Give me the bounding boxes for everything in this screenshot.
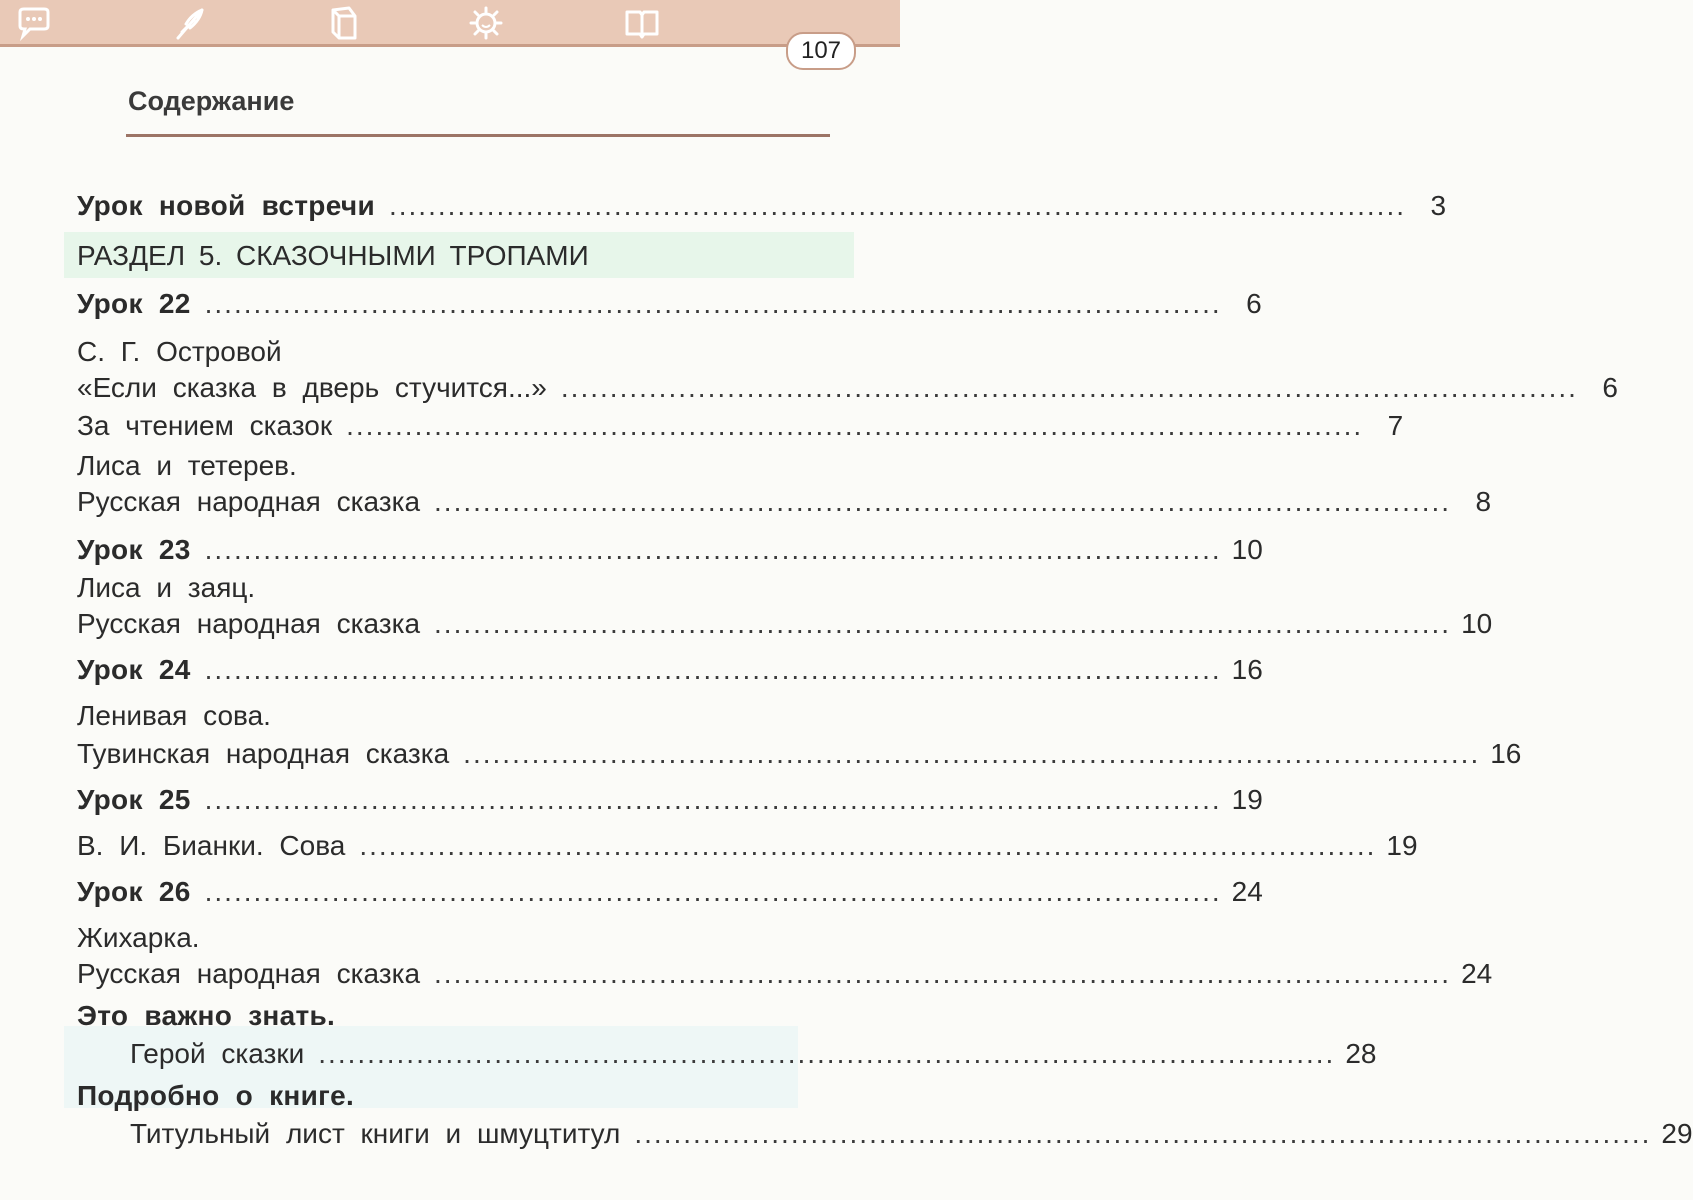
entry-title: «Если сказка в дверь стучится...» <box>77 372 547 403</box>
toc-entry-lesson-23[interactable] <box>77 530 1263 570</box>
entry-title: Урок 26 <box>77 876 191 907</box>
entry-subtitle: Тувинская народная сказка <box>77 738 450 769</box>
dot-leader: ........................................................................................................ <box>434 608 1452 639</box>
toc-entry-hero[interactable] <box>130 1034 1377 1074</box>
header-band <box>0 0 900 46</box>
header-band-edge <box>0 44 900 47</box>
toc-entry-story-title <box>77 696 830 736</box>
toc-entry-lesson-24[interactable] <box>77 650 1263 690</box>
toc-entry-story[interactable] <box>77 734 1522 774</box>
entry-subtitle: Русская народная сказка <box>77 958 421 989</box>
entry-page: 28 <box>1345 1038 1377 1069</box>
dot-leader: ........................................................................................................ <box>434 958 1452 989</box>
toc-entry-story[interactable] <box>77 954 1493 994</box>
entry-title: Герой сказки <box>130 1038 305 1069</box>
entry-title: Урок 24 <box>77 654 191 685</box>
toc-entry-story[interactable] <box>77 406 1404 446</box>
entry-subtitle: Русская народная сказка <box>77 608 421 639</box>
toc-entry-story-title <box>77 446 830 486</box>
dot-leader: ........................................................................................................ <box>204 654 1222 685</box>
dot-leader: ........................................................................................................ <box>318 1038 1336 1069</box>
entry-page: 24 <box>1461 958 1493 989</box>
entry-title: Это важно знать. <box>77 1000 336 1031</box>
entry-title: За чтением сказок <box>77 410 333 441</box>
entry-subtitle: Русская народная сказка <box>77 486 421 517</box>
entry-page: 8 <box>1475 486 1492 517</box>
book-icon <box>325 6 361 40</box>
speech-bubble-icon <box>16 6 52 40</box>
entry-page: 6 <box>1602 372 1618 403</box>
entry-title: Ленивая сова. <box>77 700 271 731</box>
entry-title: Урок новой встречи <box>77 190 375 221</box>
toc-entry-story[interactable] <box>77 368 1618 408</box>
entry-page: 16 <box>1231 654 1263 685</box>
toc-heading: Содержание <box>128 86 295 116</box>
dot-leader: ........................................................................................................ <box>204 534 1222 565</box>
dot-leader: ........................................................................................................ <box>204 288 1222 319</box>
dot-leader: ........................................................................................................ <box>388 190 1407 221</box>
toc-entry-story[interactable] <box>77 826 1418 866</box>
open-book-icon <box>624 6 660 40</box>
entry-page: 16 <box>1490 738 1522 769</box>
section-title: РАЗДЕЛ 5. СКАЗОЧНЫМИ ТРОПАМИ <box>77 240 589 271</box>
toc-entry-story[interactable] <box>77 604 1493 644</box>
toc-entry-story[interactable] <box>77 482 1492 522</box>
dot-leader: ........................................................................................................ <box>204 784 1222 815</box>
entry-author: С. Г. Островой <box>77 336 282 367</box>
entry-title: Титульный лист книги и шмуцтитул <box>130 1118 621 1149</box>
dot-leader: ........................................................................................................ <box>346 410 1364 441</box>
feather-icon <box>172 6 208 40</box>
entry-title: Урок 25 <box>77 784 191 815</box>
dot-leader: ........................................................................................................ <box>560 372 1578 403</box>
entry-title: Подробно о книге. <box>77 1080 355 1111</box>
toc-entry-lesson-22[interactable] <box>77 284 1262 324</box>
sun-icon <box>468 6 504 40</box>
entry-page: 29 <box>1661 1118 1693 1149</box>
toc-entry-story-title <box>77 918 830 958</box>
toc-entry-author <box>77 332 830 372</box>
dot-leader: ........................................................................................................ <box>434 486 1452 517</box>
entry-page: 6 <box>1246 288 1262 319</box>
entry-title: Урок 23 <box>77 534 191 565</box>
dot-leader: ........................................................................................................ <box>634 1118 1652 1149</box>
dot-leader: ........................................................................................................ <box>463 738 1481 769</box>
toc-entry-title-page[interactable] <box>130 1114 1693 1154</box>
toc-entry-about-book <box>77 1076 830 1116</box>
heading-rule <box>126 134 830 137</box>
entry-title: Жихарка. <box>77 922 200 953</box>
toc-entry-lesson-26[interactable] <box>77 872 1263 912</box>
toc-entry-intro[interactable] <box>77 186 1447 226</box>
entry-page: 7 <box>1387 410 1404 441</box>
entry-page: 10 <box>1461 608 1493 639</box>
entry-page: 19 <box>1386 830 1418 861</box>
toc-entry-important <box>77 996 830 1036</box>
page-number: 107 <box>786 32 856 70</box>
entry-page: 24 <box>1231 876 1263 907</box>
entry-title: Урок 22 <box>77 288 191 319</box>
dot-leader: ........................................................................................................ <box>359 830 1377 861</box>
entry-title: Лиса и тетерев. <box>77 450 297 481</box>
toc-entry-lesson-25[interactable] <box>77 780 1263 820</box>
entry-title: В. И. Бианки. Сова <box>77 830 346 861</box>
dot-leader: ........................................................................................................ <box>204 876 1222 907</box>
entry-title: Лиса и заяц. <box>77 572 256 603</box>
toc-entry-story-title <box>77 568 830 608</box>
entry-page: 19 <box>1231 784 1263 815</box>
entry-page: 3 <box>1430 190 1447 221</box>
entry-page: 10 <box>1231 534 1263 565</box>
